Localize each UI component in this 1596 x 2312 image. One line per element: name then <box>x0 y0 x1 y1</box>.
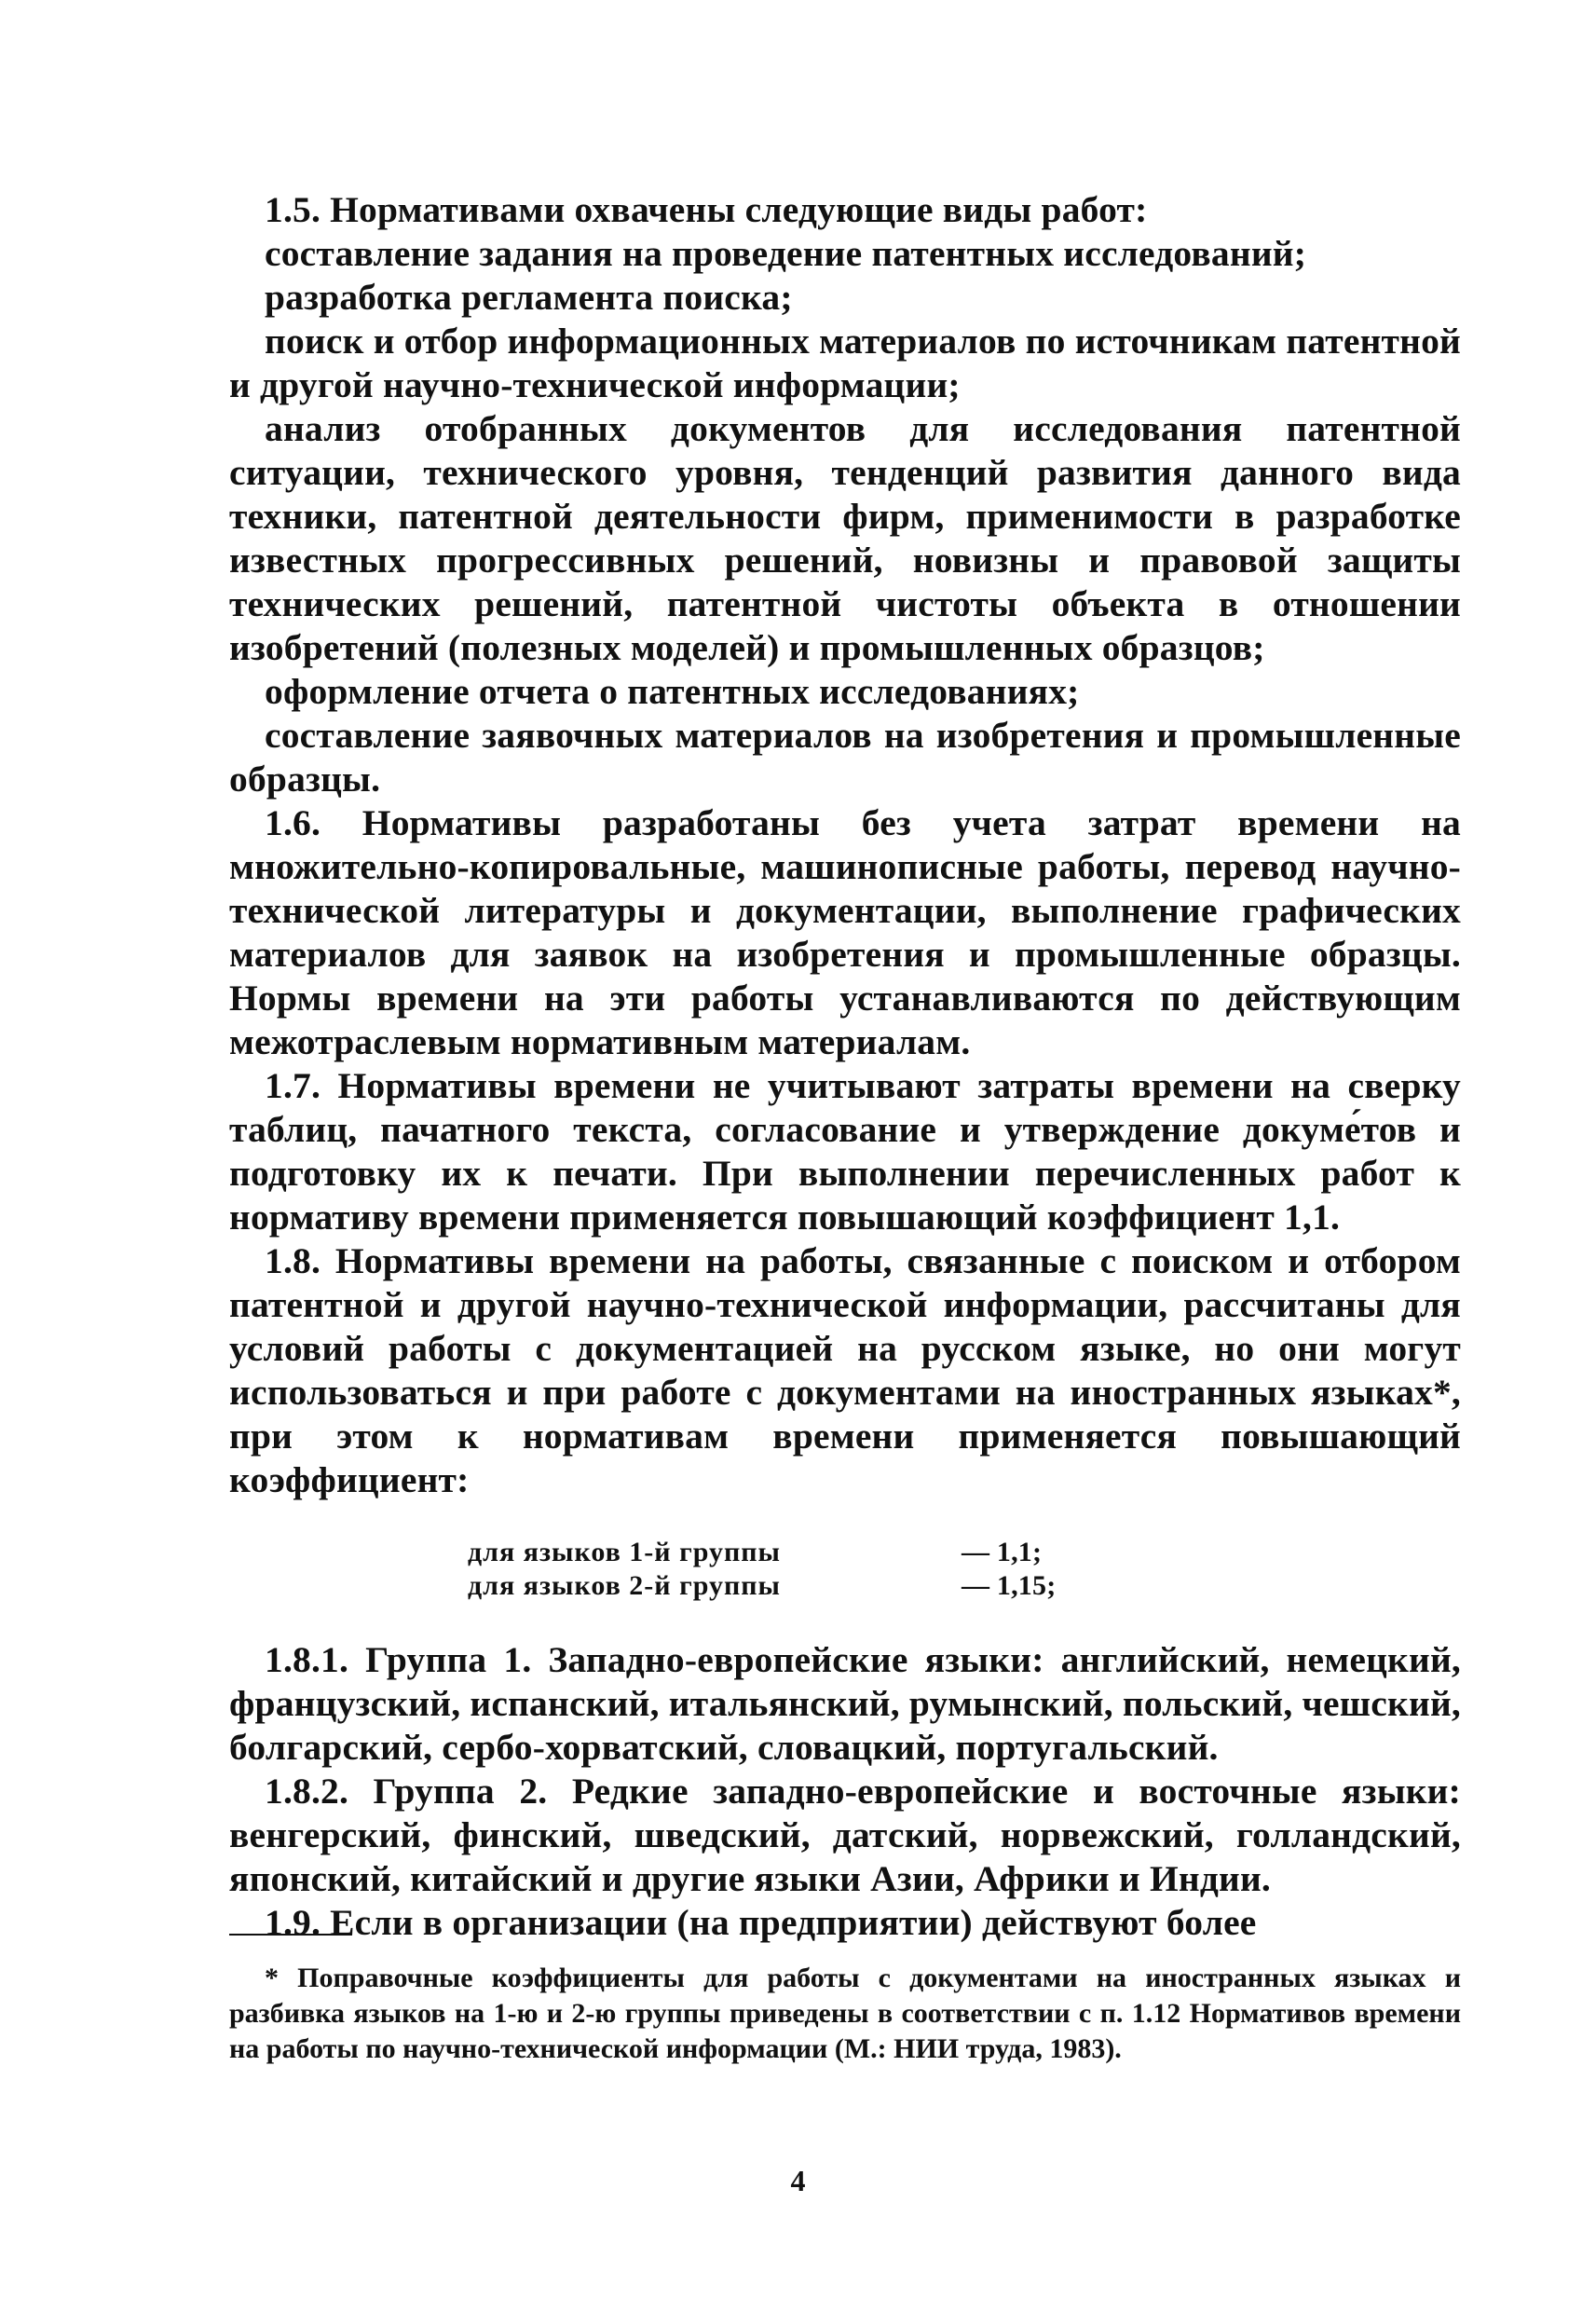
coef-label: для языков 1-й группы <box>468 1537 781 1567</box>
coef-label: для языков 2-й группы <box>468 1570 781 1601</box>
section-1-7: 1.7. Нормативы времени не учитывают затраты времени на сверку таблиц, пачатного текста, согласование и утверждение докуме́тов и подготовку их к печати. При выполнении перечисленных работ к нормативу времени применяется повышающий коэффициент 1,1. <box>229 1065 1461 1238</box>
section-1-9: 1.9. Если в организации (на предприятии) действуют более <box>265 1902 1257 1943</box>
footnote-separator <box>229 1934 352 1936</box>
coef-value: — 1,1; <box>962 1537 1043 1567</box>
coefficient-table <box>468 1536 1056 1603</box>
section-1-6: 1.6. Нормативы разработаны без учета затрат времени на множительно-копировальные, машинописные работы, перевод научно-технической литературы и документации, выполнение графических материалов для заявок на изобретения и промышленные образцы. Нормы времени на эти работы устанавливаются по действующим межотраслевым нормативным материалам. <box>229 802 1461 1062</box>
section-1-8-2: 1.8.2. Группа 2. Редкие западно-европейские и восточные языки: венгерский, финский, шведский, датский, норвежский, голландский, японский, китайский и другие языки Азии, Африки и Индии. <box>229 1771 1461 1899</box>
list-item: составление заявочных материалов на изобретения и промышленные образцы. <box>229 715 1461 800</box>
section-1-8-1: 1.8.1. Группа 1. Западно-европейские языки: английский, немецкий, французский, испанский, итальянский, румынский, польский, чешский, болгарский, сербо-хорватский, словацкий, португальский. <box>229 1639 1461 1768</box>
footnote-text: * Поправочные коэффициенты для работы с документами на иностранных языках и разбивка языков на 1-ю и 2-ю группы приведены в соответствии с п. 1.12 Нормативов времени на работы по научно-технической информации (М.: НИИ труда, 1983). <box>229 1963 1461 2064</box>
list-item: разработка регламента поиска; <box>265 277 793 318</box>
list-item: составление задания на проведение патентных исследований; <box>265 233 1307 274</box>
footnote <box>229 1961 1461 2067</box>
coef-value: — 1,15; <box>962 1570 1057 1601</box>
table-row <box>468 1536 1056 1569</box>
page-number: 4 <box>790 2164 806 2197</box>
list-item: оформление отчета о патентных исследованиях; <box>265 671 1080 712</box>
list-item: анализ отобранных документов для исследования патентной ситуации, технического уровня, тенденций развития данного вида техники, патентной деятельности фирм, применимости в разработке известных прогрессивных решений, новизны и правовой защиты технических решений, патентной чистоты объекта в отношении изобретений (полезных моделей) и промышленных образцов; <box>229 408 1461 668</box>
table-row <box>468 1569 1056 1603</box>
list-item: поиск и отбор информационных материалов по источникам патентной и другой научно-технической информации; <box>229 321 1461 405</box>
section-1-8: 1.8. Нормативы времени на работы, связанные с поиском и отбором патентной и другой научно-технической информации, рассчитаны для условий работы с документацией на русском языке, но они могут использоваться и при работе с документами на иностранных языках*, при этом к нормативам времени применяется повышающий коэффициент: <box>229 1240 1461 1500</box>
main-text <box>229 188 1461 1945</box>
section-1-5-heading: 1.5. Нормативами охвачены следующие виды работ: <box>265 189 1148 230</box>
